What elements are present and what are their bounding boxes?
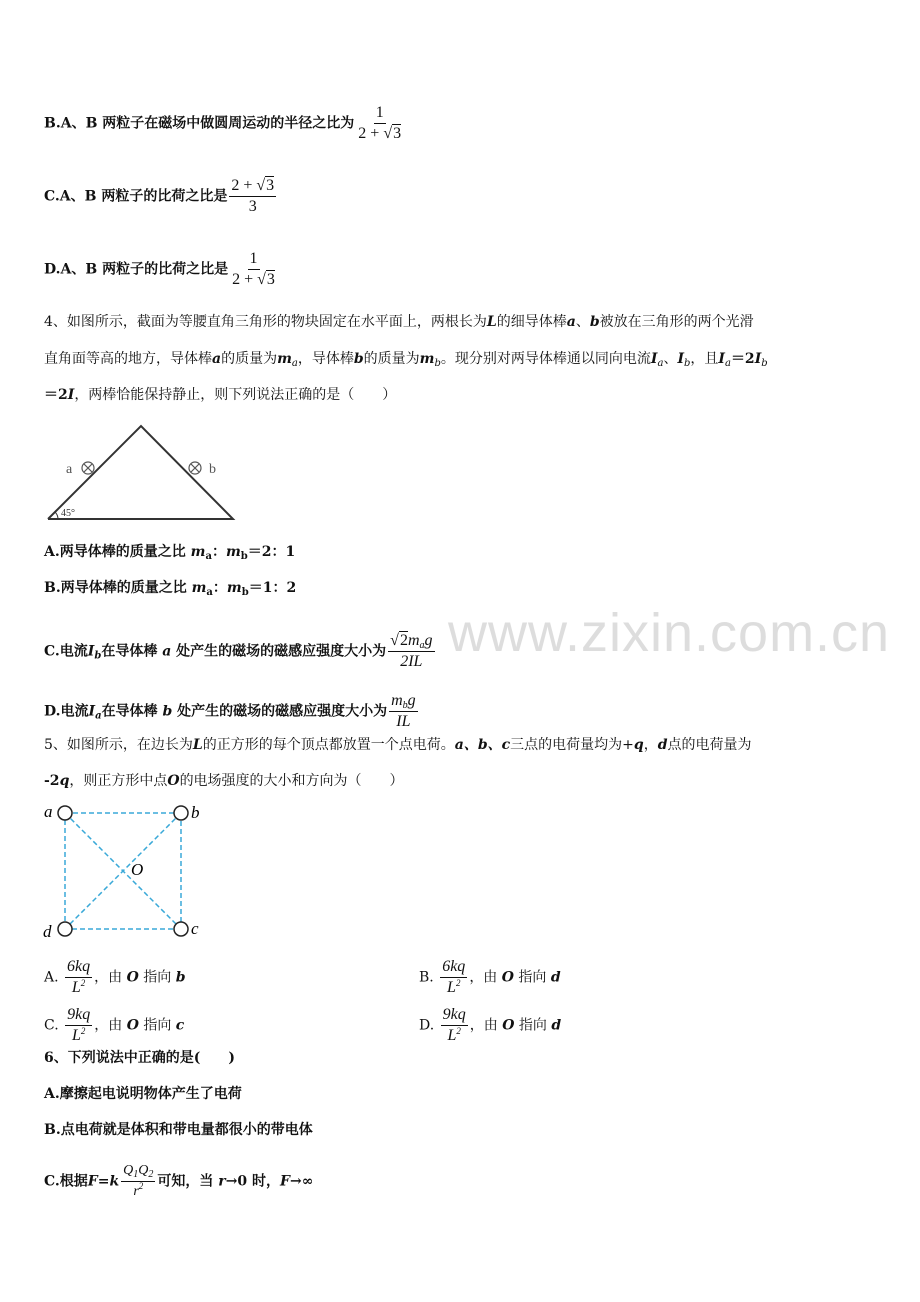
angle-arc [55,512,58,519]
q4-option-a: A.两导体棒的质量之比 $m_a$：$m_b=2$：1 [44,544,296,562]
rod-b-current-into-page-icon [189,462,201,474]
label-d: d [43,922,52,941]
fraction-denominator: 2IL [400,653,423,670]
square-dashed-lines [65,813,181,929]
fraction-denominator: 3 [248,198,257,215]
q3-option-c-text: C.A、B 两粒子的比荷之比是 [44,188,228,205]
q6-option-a: A.摩擦起电说明物体产生了电荷 [44,1086,242,1102]
q4-triangle-figure [44,420,244,525]
q3-option-c [44,177,278,216]
q5-square-figure [40,800,210,942]
label-o: O [131,860,144,879]
q3-option-d-fraction [230,250,277,289]
charge-a [58,806,72,820]
q4-option-d: D.电流$I_a$在导体棒 b 处产生的磁场的磁感应强度大小为 $\frac{m_bg}{IL}$ [44,692,416,730]
q4-option-b: B.两导体棒的质量之比 $m_a$：$m_b=1$：2 [44,580,297,598]
q5-stem-line2: -2q，则正方形中点O的电场强度的大小和方向为（ ） [44,773,404,789]
q5-option-c: C. $\frac{9kq}{L^2}$ ，由 O 指向 c [44,1006,185,1044]
q4-stem-line2: 直角面等高的地方，导体棒a的质量为$m_a$，导体棒b的质量为$m_b$。现分别对两导体棒通以同向电流$I_a$、$I_b$，且$I_a=2I_b$ [44,351,768,369]
triangle-outline [48,426,233,519]
fraction-numerator: $m_bg$ [391,692,416,711]
label-a: a [44,802,53,821]
q4-option-d-fraction [389,692,418,731]
q3-option-d-text: D.A、B 两粒子的比荷之比是 [44,261,229,278]
q4-option-c: C.电流$I_b$在导体棒 a 处产生的磁场的磁感应强度大小为 $\frac{√2m_ag}{2IL}$ [44,632,433,670]
q5-option-a: A. $\frac{6kq}{L^2}$ ，由 O 指向 b [44,958,186,996]
fraction-numerator: 2 + √3 [229,177,276,197]
label-c: c [191,919,199,938]
q6-option-b: B.点电荷就是体积和带电量都很小的带电体 [44,1122,313,1138]
fraction-denominator: IL [396,713,411,730]
q6-option-c: C.根据F=k $\frac{Q_1Q_2}{r^2}$ 可知，当 r→0 时，F→∞ [44,1163,314,1199]
angle-label: 45° [61,508,75,519]
rod-a-current-into-page-icon [82,462,94,474]
q5-option-b: B. $\frac{6kq}{L^2}$ ，由 O 指向 d [419,958,561,996]
q4-option-c-fraction [388,632,434,671]
rod-b-label: b [209,462,216,477]
fraction-denominator: 2 + √3 [232,271,275,288]
q3-option-b [44,104,405,143]
q3-option-c-fraction [229,177,276,216]
fraction-numerator: $√2m_ag$ [390,632,433,651]
charge-c [174,922,188,936]
fraction-denominator: 2 + √3 [358,125,402,142]
q6-coulomb-fraction: $\frac{Q_1Q_2}{r^2}$ [123,1163,154,1199]
q3-option-b-fraction [356,104,403,143]
charge-b [174,806,188,820]
q5-option-d: D. $\frac{9kq}{L^2}$ ，由 O 指向 d [419,1006,562,1044]
q5-stem-line1: 5、如图所示，在边长为L的正方形的每个顶点都放置一个点电荷。a、b、c三点的电荷量均为+q，d点的电荷量为 [44,737,752,753]
watermark: www.zixin.com.cn [448,603,891,663]
q4-stem-line3: ＝2I，两棒恰能保持静止，则下列说法正确的是（ ） [44,387,397,403]
fraction-numerator: 1 [248,250,260,270]
q3-option-b-text: B.A、B 两粒子在磁场中做圆周运动的半径之比为 [44,115,355,132]
q3-option-d [44,250,279,289]
q6-stem: 6、下列说法中正确的是( ) [44,1050,235,1066]
charge-d [58,922,72,936]
label-b: b [191,803,200,822]
rod-a-label: a [66,462,73,477]
fraction-numerator: 1 [374,104,386,124]
q4-stem-line1: 4、如图所示，截面为等腰直角三角形的物块固定在水平面上，两根长为L的细导体棒a、b被放在三角形的两个光滑 [44,314,754,330]
